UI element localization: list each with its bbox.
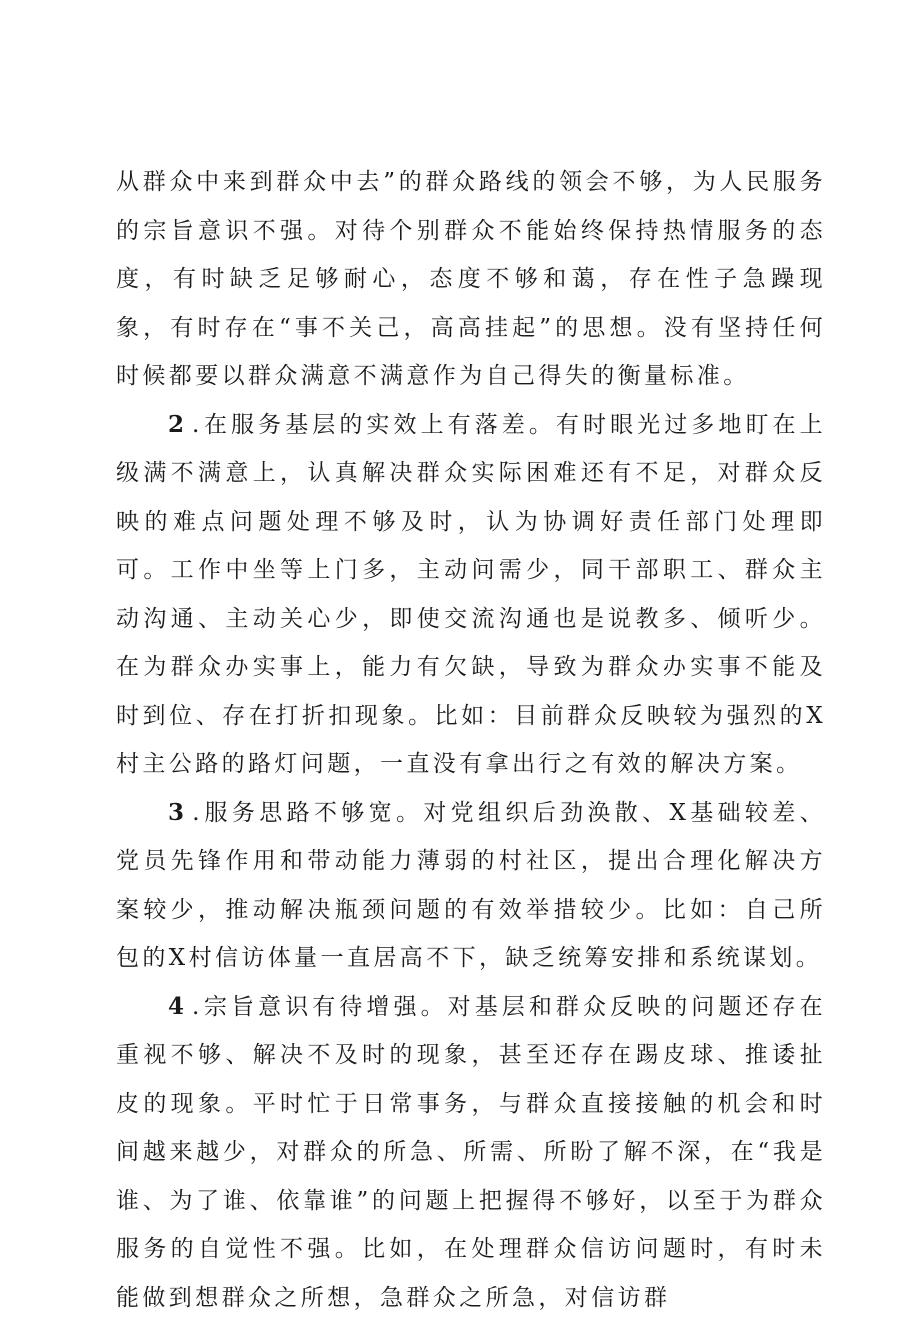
paragraph-text: 在服务基层的实效上有落差。有时眼光过多地盯在上级满不满意上，认真解决群众实际困难还有不足，对群众反映的难点问题处理不够及时，认为协调好责任部门处理即可。工作中坐等上门多，主动问需少，同干部职工、群众主动沟通、主动关心少，即使交流沟通也是说教多、倾听少。在为群众办实事上，能力有欠缺，导致为群众办实事不能及时到位、存在打折扣现象。比如：目前群众反映较为强烈的X村主公路的路灯问题，一直没有拿出行之有效的解决方案。	[116, 412, 826, 778]
number-separator: .	[184, 994, 199, 1020]
paragraph-number: 3	[168, 799, 184, 826]
paragraph-text: 服务思路不够宽。对党组织后劲涣散、X基础较差、党员先锋作用和带动能力薄弱的村社区，提出合理化解决方案较少，推动解决瓶颈问题的有效举措较少。比如：自己所包的X村信访体量一直居高不下，缺乏统筹安排和系统谋划。	[116, 800, 826, 972]
paragraph-text: 宗旨意识有待增强。对基层和群众反映的问题还存在重视不够、解决不及时的现象，甚至还存在踢皮球、推诿扯皮的现象。平时忙于日常事务，与群众直接接触的机会和时间越来越少，对群众的所急、所需、所盼了解不深，在“我是谁、为了谁、依靠谁”的问题上把握得不够好，以至于为群众服务的自觉性不强。比如，在处理群众信访问题时，有时未能做到想群众之所想，急群众之所急，对信访群	[116, 994, 826, 1311]
paragraph-continuation	[116, 158, 826, 401]
paragraph-item-4	[116, 983, 826, 1322]
number-separator: .	[184, 412, 199, 438]
paragraph-text: 从群众中来到群众中去”的群众路线的领会不够，为人民服务的宗旨意识不强。对待个别群众不能始终保持热情服务的态度，有时缺乏足够耐心，态度不够和蔼，存在性子急躁现象，有时存在“事不关己，高高挂起”的思想。没有坚持任何时候都要以群众满意不满意作为自己得失的衡量标准。	[116, 169, 826, 389]
paragraph-item-2	[116, 401, 826, 789]
paragraph-item-3	[116, 789, 826, 983]
paragraph-number: 4	[168, 993, 184, 1020]
document-body	[116, 158, 826, 1322]
number-separator: .	[184, 800, 200, 826]
paragraph-number: 2	[168, 411, 184, 438]
